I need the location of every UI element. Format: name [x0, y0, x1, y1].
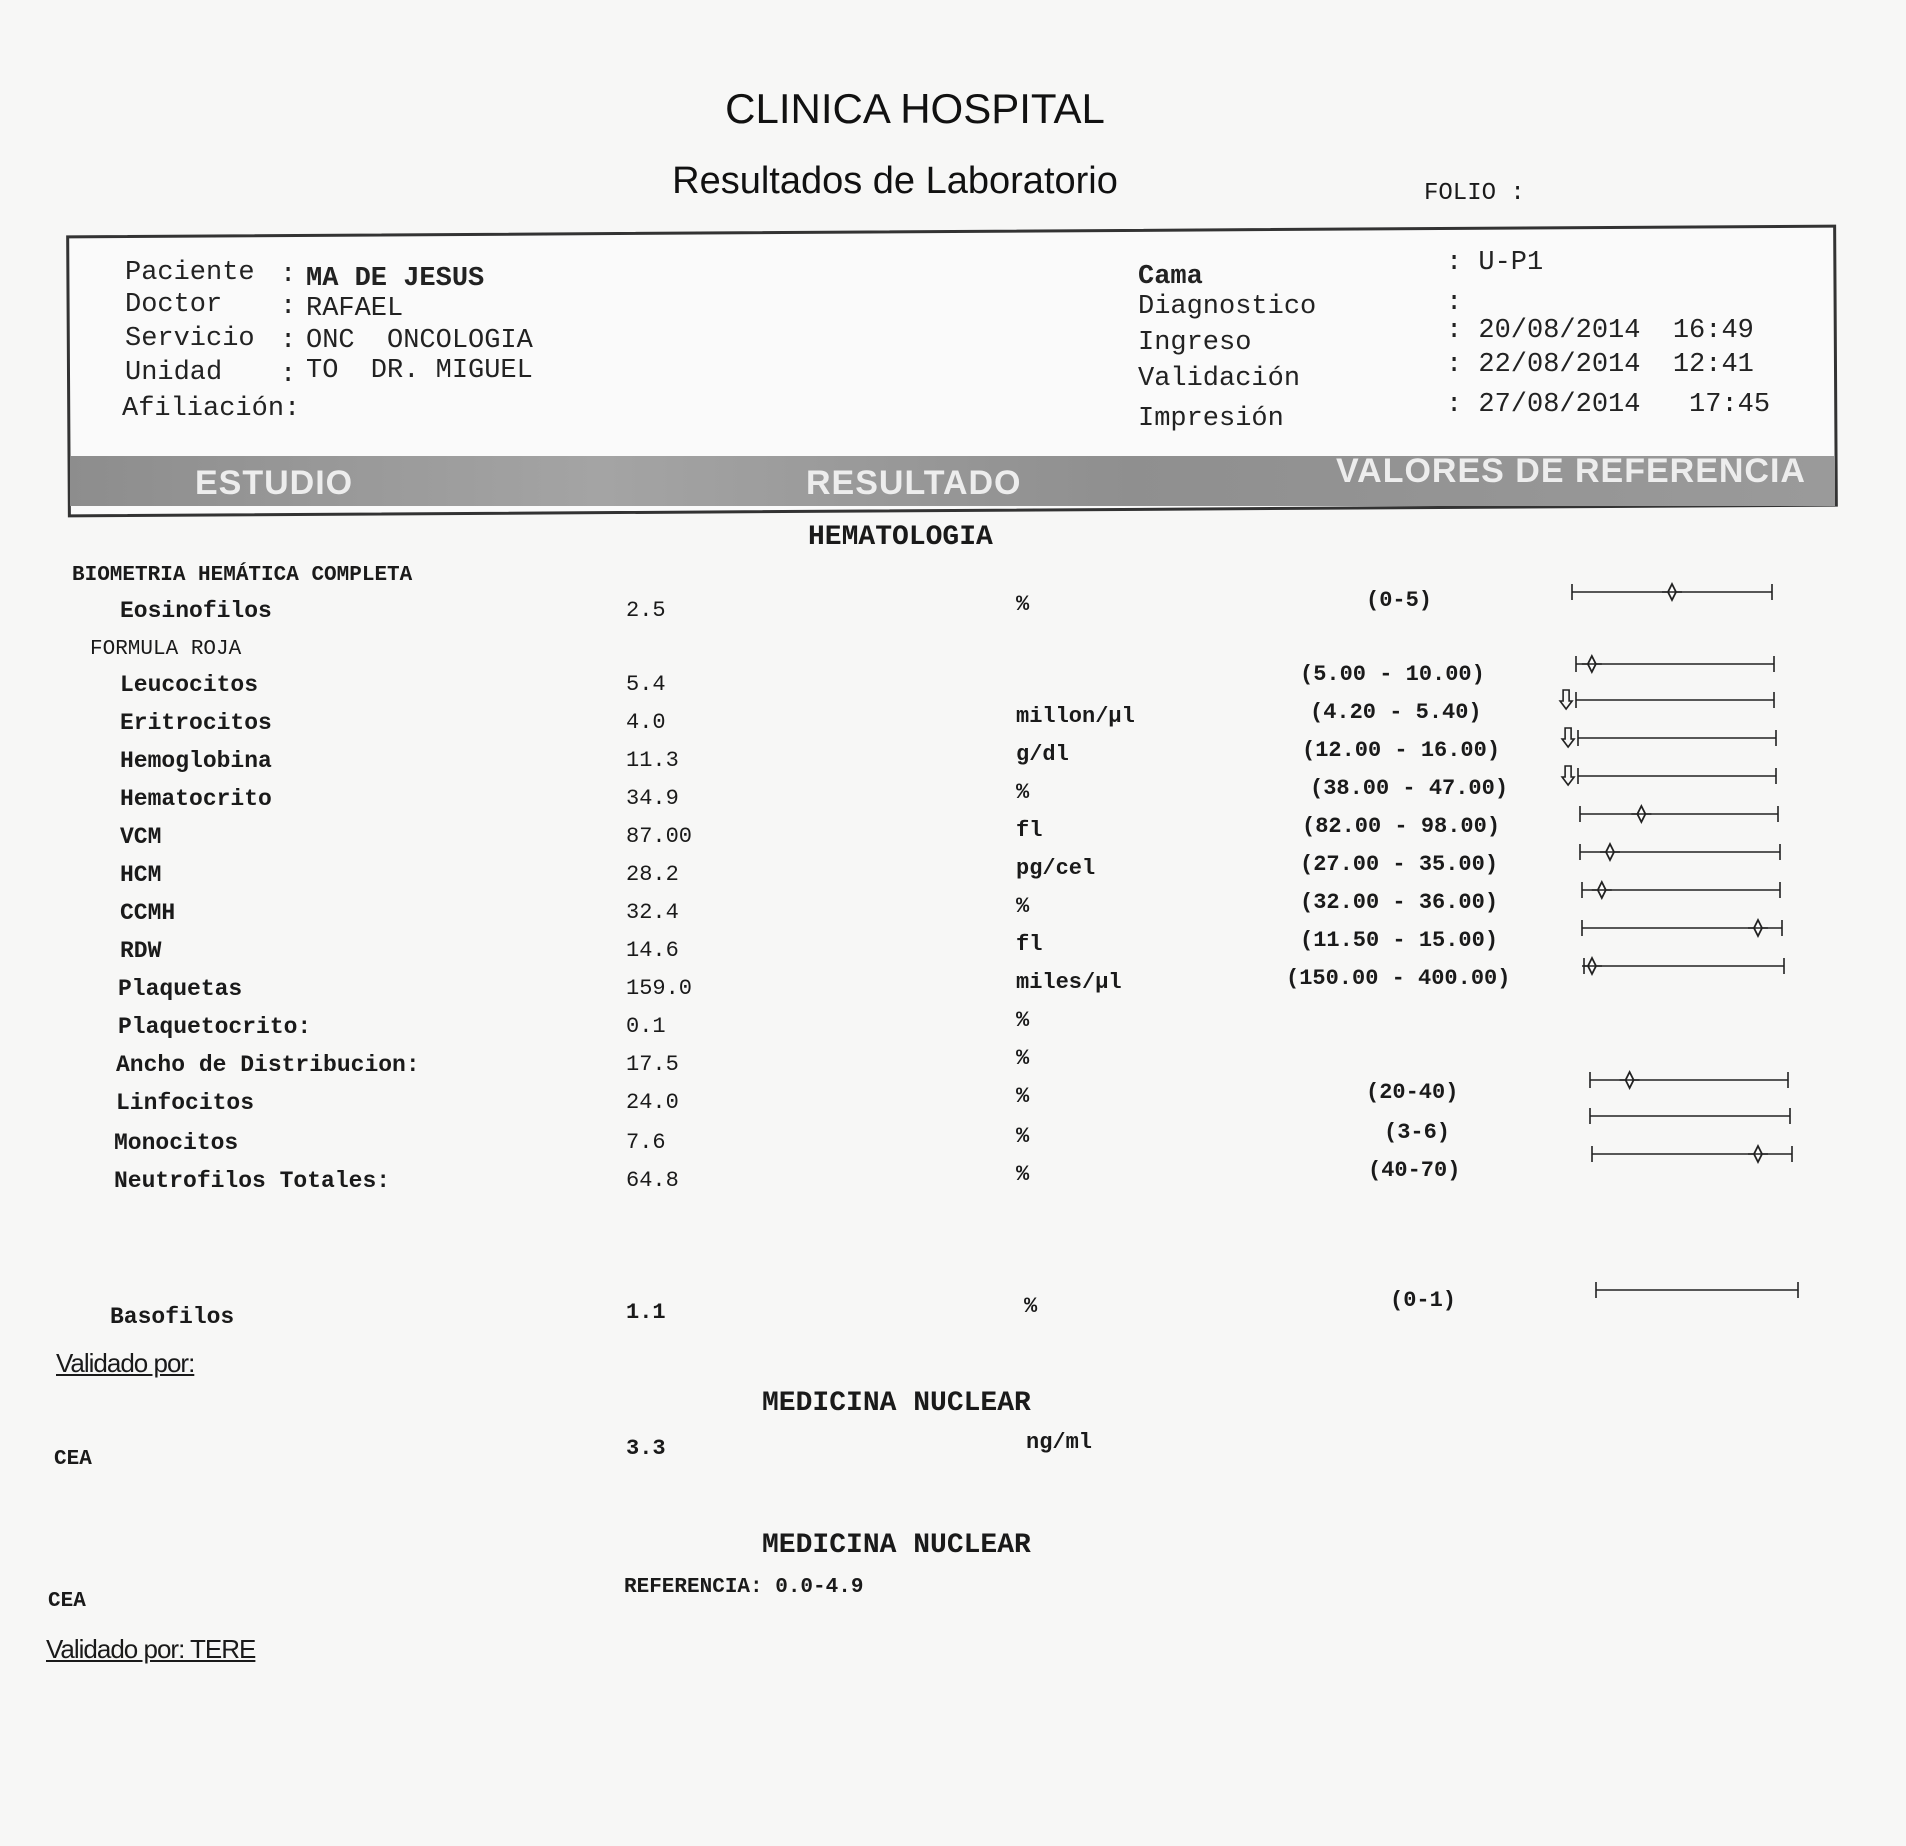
row-value: 2.5: [626, 598, 666, 623]
row-name: Eosinofilos: [120, 598, 272, 624]
row-value: 14.6: [626, 938, 679, 963]
row-value: 4.0: [626, 710, 666, 735]
row-ref: (11.50 - 15.00): [1300, 928, 1499, 953]
row-name: Ancho de Distribucion:: [116, 1052, 420, 1078]
cama-value: : U-P1: [1446, 248, 1544, 278]
range-bar-8: [1582, 920, 1782, 936]
sep-unidad: :: [280, 360, 297, 390]
range-bar-13: [1590, 1108, 1790, 1124]
row-name: RDW: [120, 938, 162, 964]
validated-by-label: Validado por:: [56, 1348, 195, 1378]
label-unidad: Unidad: [125, 358, 223, 388]
row-value: 34.9: [626, 786, 679, 811]
row-value-basofilos: 1.1: [626, 1300, 666, 1325]
range-bar-4: [1562, 766, 1776, 785]
row-name: Plaquetocrito:: [118, 1014, 312, 1040]
label-impresion: Impresión: [1138, 404, 1284, 434]
label-validacion: Validación: [1138, 364, 1301, 394]
range-bar-7: [1582, 882, 1780, 898]
row-value: 17.5: [626, 1052, 679, 1077]
group-biometria: BIOMETRIA HEMÁTICA COMPLETA: [72, 564, 413, 587]
row-name: Monocitos: [114, 1130, 239, 1156]
row-ref: (82.00 - 98.00): [1302, 814, 1501, 839]
row-value: 5.4: [626, 672, 666, 697]
row-unit: %: [1016, 780, 1030, 805]
row-unit: %: [1016, 592, 1030, 617]
cea-value: 3.3: [626, 1436, 666, 1461]
row-name: CCMH: [120, 900, 176, 926]
sep-doctor: :: [280, 292, 297, 322]
label-ingreso: Ingreso: [1138, 328, 1252, 358]
validated-by-tere: Validado por: TERE: [46, 1634, 256, 1664]
validacion-value: : 22/08/2014 12:41: [1446, 350, 1754, 380]
row-ref: (150.00 - 400.00): [1286, 966, 1511, 991]
service-value: ONC ONCOLOGIA: [306, 326, 533, 356]
row-name: Hematocrito: [120, 786, 272, 812]
column-resultado: RESULTADO: [806, 464, 1022, 502]
row-unit: millon/µl: [1016, 704, 1135, 729]
range-bar-1: [1576, 656, 1774, 672]
cea-name-1: CEA: [54, 1448, 92, 1471]
row-unit: %: [1016, 1084, 1030, 1109]
row-name: Eritrocitos: [120, 710, 272, 736]
row-value: 7.6: [626, 1130, 666, 1155]
range-bar-6: [1580, 844, 1780, 860]
patient-name: MA DE JESUS: [306, 264, 485, 294]
row-value: 24.0: [626, 1090, 679, 1115]
subgroup-formula-roja: FORMULA ROJA: [90, 638, 242, 661]
range-bar-14: [1592, 1146, 1792, 1162]
row-name: HCM: [120, 862, 162, 888]
row-unit: g/dl: [1016, 742, 1069, 767]
row-ref: (27.00 - 35.00): [1300, 852, 1499, 877]
diagnostico-value: :: [1446, 288, 1463, 318]
row-unit: %: [1016, 1124, 1030, 1149]
column-valores-referencia: VALORES DE REFERENCIA: [1336, 452, 1806, 490]
label-doctor: Doctor: [125, 290, 223, 320]
ingreso-value: : 20/08/2014 16:49: [1446, 316, 1754, 346]
row-unit: %: [1016, 1162, 1030, 1187]
row-ref: (0-5): [1366, 588, 1433, 613]
row-unit: %: [1016, 894, 1030, 919]
sep-paciente: :: [280, 260, 297, 290]
range-bar-12: [1590, 1072, 1788, 1088]
sep-servicio: :: [280, 326, 297, 356]
below-range-arrow-icon: [1560, 690, 1572, 709]
row-name: Neutrofilos Totales:: [114, 1168, 391, 1194]
range-bar-5: [1580, 806, 1778, 822]
section-hematologia: HEMATOLOGIA: [808, 522, 993, 553]
range-bar-9: [1582, 958, 1784, 974]
section-medicina-nuclear-1: MEDICINA NUCLEAR: [762, 1388, 1031, 1419]
row-unit: %: [1016, 1008, 1030, 1033]
section-medicina-nuclear-2: MEDICINA NUCLEAR: [762, 1530, 1031, 1561]
range-bar-basofilos: [1596, 1282, 1798, 1298]
label-diagnostico: Diagnostico: [1138, 292, 1317, 322]
row-ref: (3-6): [1384, 1120, 1451, 1145]
impresion-value: : 27/08/2014 17:45: [1446, 390, 1771, 420]
label-cama: Cama: [1138, 262, 1203, 292]
below-range-arrow-icon: [1562, 728, 1574, 747]
cea-unit: ng/ml: [1026, 1430, 1093, 1455]
row-ref: (4.20 - 5.40): [1310, 700, 1482, 725]
row-value: 11.3: [626, 748, 679, 773]
row-ref: (38.00 - 47.00): [1310, 776, 1509, 801]
range-bar-3: [1562, 728, 1776, 747]
row-unit: pg/cel: [1016, 856, 1096, 881]
row-value: 0.1: [626, 1014, 666, 1039]
label-afiliacion: Afiliación:: [122, 394, 301, 424]
doctor-name: RAFAEL: [306, 294, 404, 324]
row-ref: (40-70): [1368, 1158, 1461, 1183]
range-bar-2: [1560, 690, 1774, 709]
cea-reference: REFERENCIA: 0.0-4.9: [624, 1576, 864, 1599]
row-name-basofilos: Basofilos: [110, 1304, 235, 1330]
report-subtitle: Resultados de Laboratorio: [672, 160, 1118, 202]
row-name: VCM: [120, 824, 162, 850]
row-unit: fl: [1016, 932, 1043, 957]
column-estudio: ESTUDIO: [195, 464, 354, 502]
row-name: Linfocitos: [116, 1090, 255, 1116]
row-ref: (5.00 - 10.00): [1300, 662, 1485, 687]
row-unit: %: [1016, 1046, 1030, 1071]
row-unit: miles/µl: [1016, 970, 1122, 995]
row-value: 87.00: [626, 824, 693, 849]
folio-label: FOLIO :: [1424, 180, 1525, 207]
row-value: 64.8: [626, 1168, 679, 1193]
row-ref: (12.00 - 16.00): [1302, 738, 1501, 763]
label-servicio: Servicio: [125, 324, 255, 354]
range-bar-0: [1572, 584, 1772, 600]
row-ref: (32.00 - 36.00): [1300, 890, 1499, 915]
row-value: 32.4: [626, 900, 679, 925]
cea-name-2: CEA: [48, 1590, 86, 1613]
clinic-title: CLINICA HOSPITAL: [725, 85, 1105, 132]
below-range-arrow-icon: [1562, 766, 1574, 785]
row-unit: fl: [1016, 818, 1043, 843]
row-value: 28.2: [626, 862, 679, 887]
row-ref: (20-40): [1366, 1080, 1459, 1105]
label-paciente: Paciente: [125, 258, 255, 288]
unit-value: TO DR. MIGUEL: [306, 356, 533, 386]
row-unit-basofilos: %: [1024, 1294, 1038, 1319]
row-name: Hemoglobina: [120, 748, 272, 774]
row-ref-basofilos: (0-1): [1390, 1288, 1457, 1313]
row-value: 159.0: [626, 976, 693, 1001]
row-name: Plaquetas: [118, 976, 243, 1002]
row-name: Leucocitos: [120, 672, 259, 698]
